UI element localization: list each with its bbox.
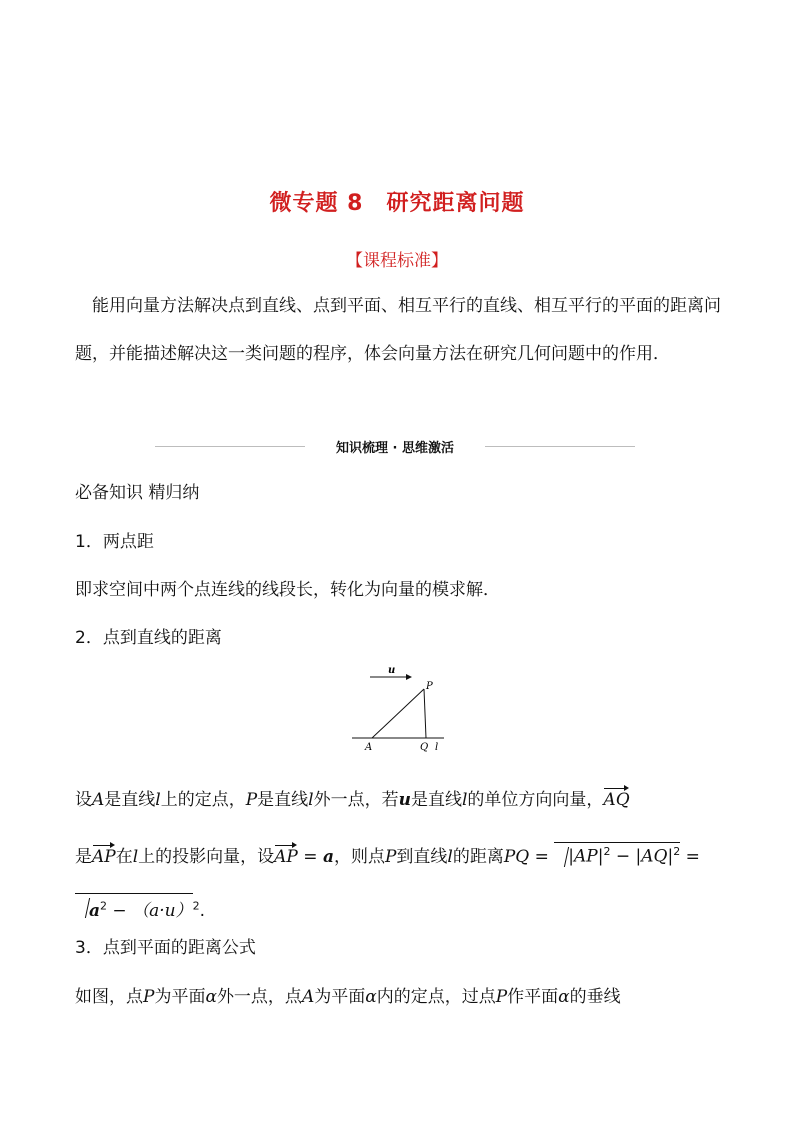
- segment-AP: [372, 689, 424, 738]
- text-segment: 如图，点: [75, 987, 143, 1007]
- segment-PQ: [424, 689, 426, 738]
- text-segment: 是: [75, 847, 92, 867]
- abs-AQ: |AQ|: [635, 847, 674, 867]
- text-segment: 为平面: [154, 987, 206, 1007]
- text-segment: 外一点，若: [313, 790, 399, 810]
- item2-line2: [75, 842, 700, 867]
- label-l: l: [435, 742, 439, 753]
- exponent: 2: [192, 899, 200, 913]
- var-l: l: [155, 790, 161, 810]
- sqrt-expression: [554, 842, 680, 867]
- text-segment: 是直线: [257, 790, 309, 810]
- var-a: a: [322, 847, 334, 867]
- var-A: A: [301, 987, 315, 1007]
- item3-heading: 3．点到平面的距离公式: [75, 938, 256, 958]
- text-segment: 设: [75, 790, 92, 810]
- divider-rule-right: [485, 446, 635, 447]
- exponent: 2: [673, 845, 681, 859]
- vector-AP: AP: [92, 843, 116, 867]
- period: .: [199, 901, 205, 921]
- text-segment: 的距离: [452, 847, 504, 867]
- var-P: P: [143, 987, 155, 1007]
- u-arrowhead: [406, 674, 412, 680]
- exponent: 2: [603, 845, 611, 859]
- minus-sign: −: [610, 847, 636, 867]
- section-heading: 必备知识 精归纳: [75, 483, 200, 503]
- var-P: P: [495, 987, 508, 1007]
- text-segment: 的垂线: [569, 987, 621, 1007]
- text-segment: ，则点: [333, 847, 385, 867]
- item2-heading: 2．点到直线的距离: [75, 628, 222, 648]
- vector-AQ: AQ: [603, 786, 629, 810]
- text-segment: 内的定点，过点: [376, 987, 496, 1007]
- var-a: a: [89, 901, 101, 921]
- var-alpha: α: [365, 987, 377, 1007]
- label-P: P: [426, 681, 433, 692]
- equals-sign: =: [680, 847, 700, 867]
- text-segment: 的单位方向向量，: [467, 790, 604, 810]
- var-l: l: [447, 847, 453, 867]
- label-A: A: [365, 742, 373, 753]
- exponent: 2: [100, 899, 108, 913]
- var-P: P: [384, 847, 397, 867]
- point-to-line-figure: [350, 664, 450, 754]
- divider-label: 知识梳理 · 思维激活: [336, 441, 454, 456]
- var-alpha: α: [205, 987, 217, 1007]
- text-segment: 是直线: [410, 790, 462, 810]
- dot-product-term: − （a·u）: [107, 901, 193, 921]
- text-segment: 作平面: [507, 987, 559, 1007]
- section-divider: [155, 437, 635, 457]
- course-standard-heading: 【课程标准】: [346, 251, 448, 271]
- text-segment: 上的投影向量，设: [138, 847, 275, 867]
- text-segment: 到直线: [396, 847, 448, 867]
- item1-heading: 1．两点距: [75, 532, 154, 552]
- var-l: l: [132, 847, 139, 867]
- standard-text: 能用向量方法解决点到直线、点到平面、相互平行的直线、相互平行的平面的距离问题，并能描述解决这一类问题的程序，体会向量方法在研究几何问题中的作用．: [75, 296, 721, 364]
- item3-text: [75, 982, 621, 1007]
- abs-AP: |AP|: [568, 847, 604, 867]
- equals-sign: =: [529, 847, 555, 867]
- item2-line1: [75, 785, 630, 810]
- text-segment: 为平面: [314, 987, 366, 1007]
- text-segment: 在: [115, 847, 133, 867]
- equals-sign: =: [297, 847, 323, 867]
- text-segment: 上的定点，: [160, 790, 246, 810]
- var-u: u: [398, 790, 411, 810]
- page-title: 微专题 8 研究距离问题: [269, 191, 525, 216]
- label-Q: Q: [420, 742, 429, 753]
- var-P: P: [245, 790, 258, 810]
- var-l: l: [461, 790, 468, 810]
- var-alpha: α: [558, 987, 570, 1007]
- var-PQ: PQ: [503, 847, 530, 867]
- vector-AP: AP: [274, 843, 298, 867]
- text-segment: 是直线: [104, 790, 156, 810]
- var-l: l: [308, 790, 314, 810]
- item1-text: 即求空间中两个点连线的线段长，转化为向量的模求解．: [75, 580, 500, 600]
- sqrt-expression: [75, 893, 193, 921]
- var-A: A: [92, 790, 105, 810]
- text-segment: 外一点，点: [216, 987, 302, 1007]
- label-u: u: [388, 665, 396, 676]
- item2-line3: [75, 893, 205, 921]
